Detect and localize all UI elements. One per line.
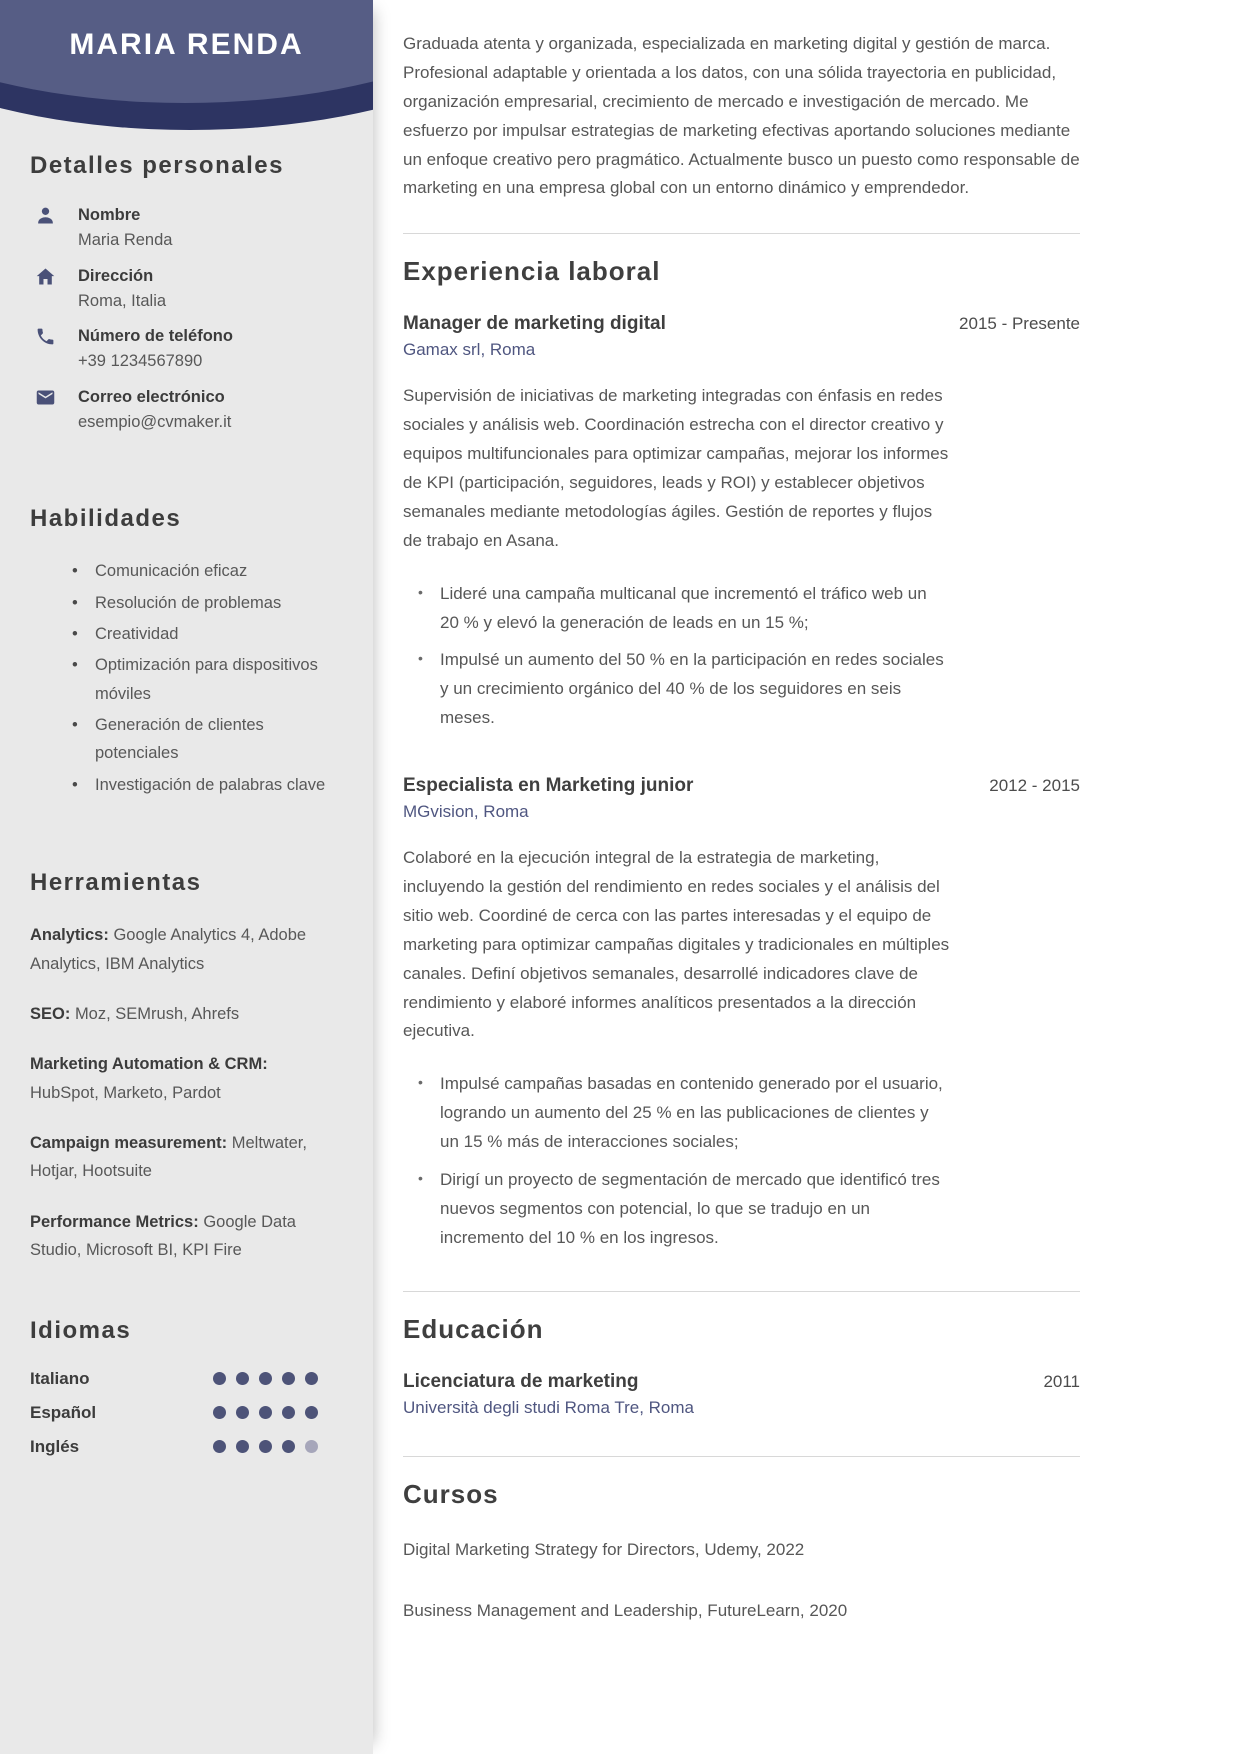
language-level-dot (282, 1372, 295, 1385)
skills-heading: Habilidades (30, 505, 182, 533)
skills-section (0, 505, 373, 799)
job-achievements (403, 1070, 1080, 1252)
education-entry (403, 1371, 1080, 1418)
job-company: Gamax srl, Roma (403, 340, 536, 360)
tool-line (30, 921, 339, 978)
languages-heading: Idiomas (30, 1316, 132, 1344)
language-level-dot (213, 1440, 226, 1453)
language-level-dot (236, 1406, 249, 1419)
language-level-dot (259, 1372, 272, 1385)
tool-category: Campaign measurement: (30, 1134, 228, 1152)
detail-label: Dirección (78, 266, 154, 285)
language-level-dots (213, 1372, 318, 1385)
entry-head (403, 775, 1080, 797)
job-title: Especialista en Marketing junior (403, 775, 694, 797)
detail-label: Nombre (78, 206, 141, 224)
detail-item-phone (30, 325, 339, 373)
section-divider (403, 1456, 1080, 1457)
tool-values: HubSpot, Marketo, Pardot (30, 1083, 221, 1102)
tool-line (30, 1050, 339, 1107)
languages-section (0, 1317, 373, 1457)
courses-heading: Cursos (403, 1478, 499, 1509)
tool-category: Marketing Automation & CRM: (30, 1055, 268, 1074)
courses-section (403, 1479, 1080, 1626)
language-level-dot (213, 1372, 226, 1385)
degree-school: Università degli studi Roma Tre, Roma (403, 1397, 695, 1417)
tools-section (0, 869, 373, 1264)
detail-item-name (30, 204, 339, 252)
detail-label: Correo electrónico (78, 387, 225, 406)
section-divider (403, 233, 1080, 234)
language-row (30, 1437, 318, 1457)
language-name: Italiano (30, 1368, 90, 1388)
skills-list (72, 557, 339, 799)
detail-item-email (30, 386, 339, 434)
skill-item: • Creatividad (72, 620, 339, 648)
experience-entry (403, 313, 1080, 733)
achievement-item: • Lideré una campaña multicanal que incrementó el tráfico web un 20 % y elevó la generación de leads en un 15 %; (403, 580, 950, 638)
tool-category: Analytics: (30, 926, 109, 945)
language-row (30, 1369, 318, 1389)
education-heading: Educación (403, 1313, 544, 1344)
achievement-item: • Dirigí un proyecto de segmentación de mercado que identificó tres nuevos segmentos con potencial, lo que se tradujo en un incremento del 10 % en los ingresos. (403, 1166, 950, 1253)
profile-summary: Graduada atenta y organizada, especializada en marketing digital y gestión de marca. Profesional adaptable y orientada a los datos, con una sólida trayectoria en publicidad, organización empresarial, crecimiento de mercado e investigación de mercado. Me esfuerzo por impulsar estrategias de marketing efectivas aportando soluciones mediante un enfoque creativo pero pragmático. Actualmente busco un puesto como responsable de marketing en una empresa global con un entorno dinámico y emprendedor. (403, 34, 1080, 198)
skill-item: • Comunicación eficaz (72, 557, 339, 585)
detail-text (78, 204, 172, 252)
job-dates: 2015 - Presente (959, 314, 1080, 334)
header-banner (0, 0, 373, 150)
tool-line (30, 1208, 339, 1265)
language-level-dot (282, 1406, 295, 1419)
job-description: Supervisión de iniciativas de marketing integradas con énfasis en redes sociales y análisis web. Coordinación estrecha con el director creativo y equipos multifuncionales para optimizar campañas, mejorar los informes de KPI (participación, seguidores, leads y ROI) y establecer objetivos semanales mediante metodologías ágiles. Gestión de reportes y flujos de trabajo en Asana. (403, 386, 949, 550)
degree-title: Licenciatura de marketing (403, 1370, 639, 1392)
tool-line (30, 1129, 339, 1186)
personal-details-heading: Detalles personales (30, 152, 284, 179)
language-row (30, 1403, 318, 1423)
detail-value: +39 1234567890 (78, 352, 203, 371)
detail-text (78, 386, 231, 434)
tool-values: Meltwater, Hotjar, Hootsuite (30, 1134, 307, 1181)
mail-icon (35, 387, 56, 408)
language-level-dots (213, 1440, 318, 1453)
experience-section (403, 256, 1080, 1252)
tool-line (30, 1000, 339, 1028)
sidebar (0, 0, 373, 1754)
language-level-dot (259, 1440, 272, 1453)
language-level-dot (282, 1440, 295, 1453)
job-title: Manager de marketing digital (403, 313, 666, 335)
skill-item: • Optimización para dispositivos móviles (72, 651, 339, 708)
detail-value: Maria Renda (78, 231, 173, 250)
tool-category: SEO: (30, 1004, 71, 1023)
section-divider (403, 1291, 1080, 1292)
tool-values: Google Data Studio, Microsoft BI, KPI Fire (30, 1212, 296, 1260)
personal-details-section (0, 152, 373, 433)
language-level-dot (259, 1406, 272, 1419)
course-item: Digital Marketing Strategy for Directors, Udemy, 2022 (403, 1539, 805, 1559)
skill-item: • Investigación de palabras clave (72, 771, 339, 799)
detail-value: esempio@cvmaker.it (78, 412, 232, 431)
entry-head (403, 1371, 1080, 1393)
entry-head (403, 313, 1080, 335)
language-name: Inglés (30, 1436, 80, 1456)
degree-dates: 2011 (1043, 1371, 1080, 1391)
achievement-item: • Impulsé un aumento del 50 % en la participación en redes sociales y un crecimiento orgánico del 40 % de los seguidores en seis meses. (403, 646, 950, 733)
skill-item: • Resolución de problemas (72, 589, 339, 617)
language-level-dot (305, 1372, 318, 1385)
education-section (403, 1314, 1080, 1418)
detail-item-address (30, 265, 339, 313)
language-level-dot (236, 1440, 249, 1453)
achievement-item: • Impulsé campañas basadas en contenido generado por el usuario, logrando un aumento del 25 % en las publicaciones de clientes y un 15 % más de interacciones sociales; (403, 1070, 950, 1157)
person-icon (35, 205, 56, 226)
main-column (373, 0, 1240, 1626)
tool-values: Moz, SEMrush, Ahrefs (74, 1004, 240, 1023)
detail-text (78, 265, 166, 313)
tool-values: Google Analytics 4, Adobe Analytics, IBM Analytics (30, 926, 307, 973)
tools-heading: Herramientas (30, 869, 202, 897)
job-company: MGvision, Roma (403, 802, 529, 822)
language-name: Español (30, 1402, 97, 1422)
experience-heading: Experiencia laboral (403, 256, 661, 287)
detail-text (78, 325, 233, 373)
detail-label: Número de teléfono (78, 327, 233, 346)
home-icon (35, 266, 56, 287)
language-level-dots (213, 1406, 318, 1419)
course-item: Business Management and Leadership, FutureLearn, 2020 (403, 1600, 848, 1620)
job-dates: 2012 - 2015 (989, 776, 1080, 796)
detail-value: Roma, Italia (78, 291, 167, 310)
language-level-dot (305, 1440, 318, 1453)
candidate-name: MARIA RENDA (69, 28, 304, 61)
job-achievements (403, 580, 1080, 733)
language-level-dot (213, 1406, 226, 1419)
tool-category: Performance Metrics: (30, 1212, 199, 1231)
experience-entry (403, 775, 1080, 1253)
skill-item: • Generación de clientes potenciales (72, 711, 339, 768)
job-description: Colaboré en la ejecución integral de la estrategia de marketing, incluyendo la gestión del rendimiento en redes sociales y el análisis del sitio web. Coordiné de cerca con las partes interesadas y el equipo de marketing para optimizar campañas digitales y tradicionales en múltiples canales. Definí objetivos semanales, desarrollé indicadores clave de rendimiento y elaboré informes analíticos presentados a la dirección ejecutiva. (403, 848, 950, 1041)
language-level-dot (305, 1406, 318, 1419)
phone-icon (35, 326, 56, 347)
language-level-dot (236, 1372, 249, 1385)
